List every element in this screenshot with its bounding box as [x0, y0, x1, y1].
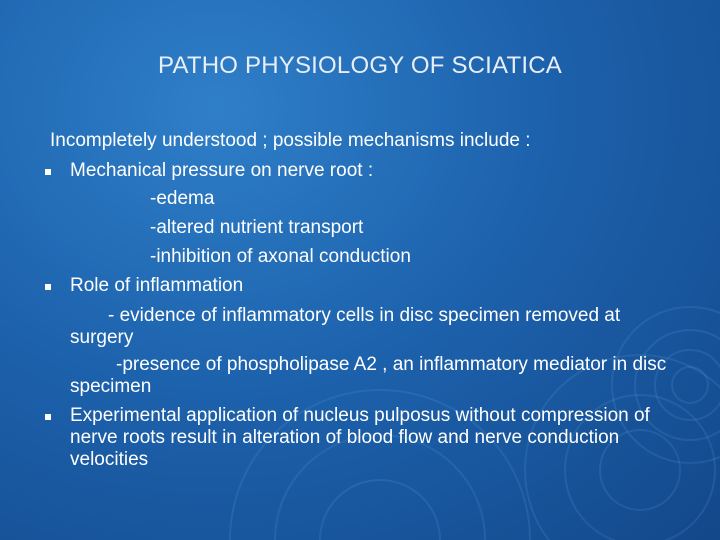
subitem-phospholipase: -presence of phospholipase A2 , an inflammatory mediator in disc specimen [70, 354, 667, 397]
bullet-inflammation: Role of inflammation [70, 275, 244, 296]
subitem-nutrient-transport: -altered nutrient transport [150, 217, 364, 238]
intro-text: Incompletely understood ; possible mechanisms include : [50, 130, 531, 151]
bullet-experimental-application: Experimental application of nucleus pulposus without compression of nerve roots result in alteration of blood flow and nerve conduction velocities [70, 405, 650, 470]
bullet-mechanical-pressure: Mechanical pressure on nerve root : [70, 160, 374, 181]
subitem-axonal-conduction: -inhibition of axonal conduction [150, 246, 411, 267]
bullet-marker [45, 414, 51, 420]
bullet-marker [45, 284, 51, 290]
bullet-marker [45, 169, 51, 175]
subitem-inflammatory-cells: - evidence of inflammatory cells in disc specimen removed at surgery [70, 305, 621, 348]
slide-title: PATHO PHYSIOLOGY OF SCIATICA [158, 52, 562, 79]
subitem-edema: -edema [150, 188, 215, 209]
